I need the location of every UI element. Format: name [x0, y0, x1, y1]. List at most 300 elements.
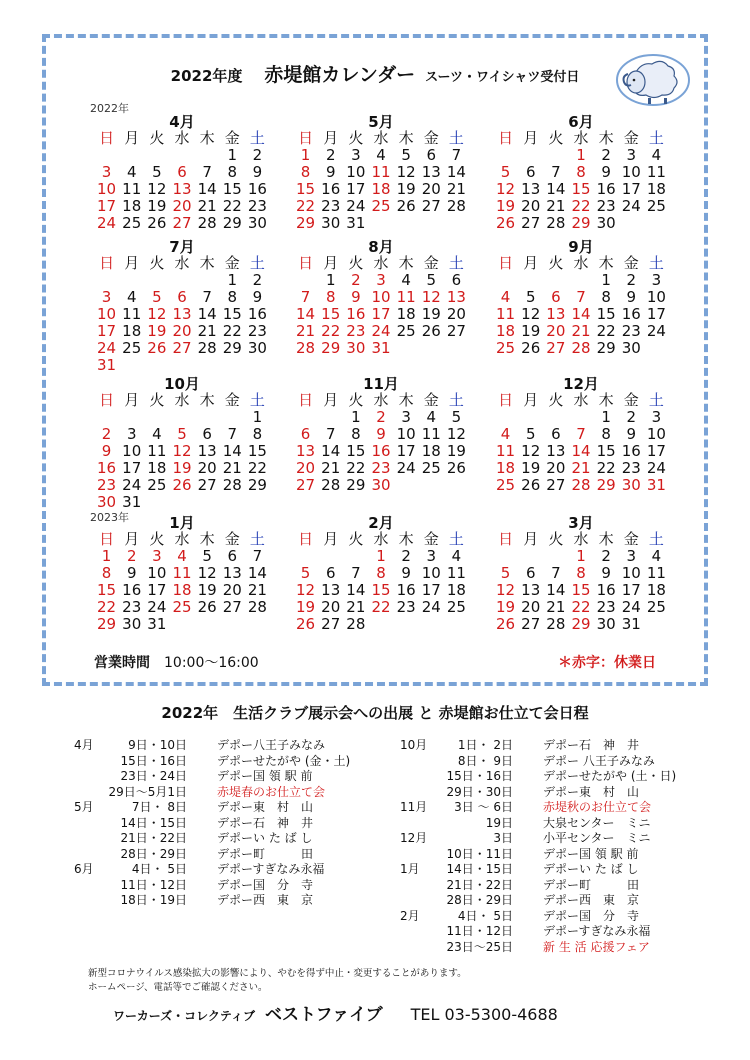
- day-cell: 26: [521, 339, 541, 357]
- day-cell: 7: [351, 564, 361, 582]
- day-cell: 2: [252, 146, 263, 164]
- day-cell: [568, 409, 593, 426]
- weekday-label: 火: [149, 129, 165, 147]
- week-row: [293, 426, 469, 443]
- day-cell: 17: [371, 305, 391, 323]
- day-cell: 23: [596, 197, 616, 215]
- day-cell: 13: [521, 581, 541, 599]
- day-cell: 15: [321, 305, 341, 323]
- weekday-label: 金: [224, 530, 240, 548]
- day-cell: 10: [97, 305, 117, 323]
- page-title: [46, 60, 704, 87]
- day-cell: 11: [122, 180, 142, 198]
- day-cell: [293, 548, 318, 565]
- day-cell: 26: [446, 459, 466, 477]
- schedule-dates: 4日・ 5日: [131, 862, 187, 876]
- day-cell: 18: [122, 197, 142, 215]
- schedule-month: 1月: [400, 862, 420, 876]
- day-cell: 7: [227, 425, 238, 443]
- day-cell: [419, 340, 444, 357]
- day-cell: 14: [296, 305, 316, 323]
- week-row: [94, 409, 270, 426]
- day-cell: 10: [421, 564, 441, 582]
- day-cell: 1: [576, 146, 586, 164]
- day-cell: 27: [546, 476, 566, 494]
- week-row: [493, 548, 669, 565]
- day-cell: 9: [626, 288, 637, 306]
- day-cell: 27: [222, 598, 242, 616]
- schedule-row: [74, 878, 364, 894]
- schedule-month: 12月: [400, 831, 428, 845]
- weekday-header: [94, 392, 270, 409]
- schedule-dates: 7日・ 8日: [131, 800, 187, 814]
- week-row: [94, 565, 270, 582]
- day-cell: 14: [571, 442, 591, 460]
- week-row: [293, 323, 469, 340]
- month-calendar: [94, 239, 270, 374]
- day-cell: [293, 272, 318, 289]
- day-cell: 28: [446, 197, 466, 215]
- day-cell: [444, 215, 469, 232]
- day-cell: 6: [227, 547, 238, 565]
- day-cell: 4: [376, 146, 386, 164]
- weekday-header: [493, 392, 669, 409]
- week-row: [293, 477, 469, 494]
- day-cell: 23: [321, 197, 341, 215]
- day-cell: 1: [576, 547, 586, 565]
- day-cell: 22: [346, 459, 366, 477]
- schedule-row: [400, 754, 690, 770]
- day-cell: 2: [101, 425, 112, 443]
- day-cell: 6: [177, 163, 187, 181]
- day-cell: 23: [97, 476, 117, 494]
- weekday-label: 土: [448, 391, 464, 409]
- schedule-dates: 23日〜25日: [446, 939, 513, 954]
- schedule-row: [400, 862, 690, 878]
- month-name: 2月: [368, 514, 394, 532]
- weekday-label: 日: [298, 129, 314, 147]
- weekday-label: 木: [598, 129, 614, 147]
- schedule-left: [74, 738, 364, 909]
- day-cell: [245, 494, 270, 511]
- weekday-label: 日: [498, 129, 514, 147]
- schedule-venue: 大泉センター ミニ: [543, 815, 651, 830]
- day-cell: [220, 494, 245, 511]
- week-row: [94, 272, 270, 289]
- week-row: [293, 582, 469, 599]
- day-cell: 14: [247, 564, 267, 582]
- weekday-header: [493, 255, 669, 272]
- schedule-dates: 3日 〜 6日: [454, 800, 513, 814]
- day-cell: 19: [396, 180, 416, 198]
- week-row: [493, 409, 669, 426]
- day-cell: 1: [227, 271, 238, 289]
- weekday-label: 火: [348, 530, 364, 548]
- day-cell: 13: [197, 442, 217, 460]
- schedule-dates: 8日・ 9日: [457, 753, 513, 768]
- day-cell: 27: [197, 476, 217, 494]
- day-cell: 26: [421, 322, 441, 340]
- weekday-label: 月: [323, 391, 339, 409]
- weekday-label: 木: [398, 391, 414, 409]
- day-cell: 21: [546, 197, 566, 215]
- day-cell: 30: [122, 615, 142, 633]
- weekday-header: [293, 130, 469, 147]
- schedule-dates: 11日・12日: [120, 877, 187, 892]
- day-cell: 5: [401, 146, 411, 164]
- day-cell: [144, 272, 169, 289]
- weekday-label: 火: [348, 391, 364, 409]
- day-cell: 3: [626, 146, 637, 164]
- schedule-row: [74, 785, 364, 801]
- day-cell: 15: [596, 305, 616, 323]
- day-cell: 8: [376, 564, 386, 582]
- day-cell: 10: [646, 288, 666, 306]
- schedule-row: [74, 831, 364, 847]
- day-cell: [394, 340, 419, 357]
- week-row: [493, 272, 669, 289]
- schedule-venue: デポー町 田: [543, 877, 640, 892]
- schedule-row: [400, 738, 690, 754]
- day-cell: 1: [300, 146, 311, 164]
- day-cell: [419, 215, 444, 232]
- day-cell: 11: [496, 305, 516, 323]
- day-cell: [195, 357, 220, 374]
- day-cell: 25: [646, 598, 666, 616]
- day-cell: 9: [252, 163, 263, 181]
- week-row: [493, 215, 669, 232]
- day-cell: 21: [247, 581, 267, 599]
- weekday-label: 火: [149, 391, 165, 409]
- day-cell: 18: [446, 581, 466, 599]
- day-cell: [144, 147, 169, 164]
- day-cell: 31: [97, 356, 117, 374]
- day-cell: 18: [147, 459, 167, 477]
- day-cell: [144, 409, 169, 426]
- day-cell: [444, 616, 469, 633]
- week-row: [293, 164, 469, 181]
- day-cell: 16: [247, 180, 267, 198]
- day-cell: [195, 409, 220, 426]
- weekday-label: 月: [323, 254, 339, 272]
- day-cell: 20: [421, 180, 441, 198]
- day-cell: 24: [646, 459, 666, 477]
- day-cell: 24: [396, 459, 416, 477]
- schedule-dates: 14日・15日: [120, 815, 187, 830]
- week-row: [94, 289, 270, 306]
- day-cell: 27: [521, 214, 541, 232]
- day-cell: 29: [596, 339, 616, 357]
- month-calendar: [94, 114, 270, 232]
- day-cell: 5: [177, 425, 187, 443]
- day-cell: 25: [646, 197, 666, 215]
- weekday-label: 金: [224, 254, 240, 272]
- day-cell: 21: [546, 598, 566, 616]
- sheep-icon: [614, 52, 692, 108]
- day-cell: 17: [646, 305, 666, 323]
- day-cell: 7: [325, 425, 336, 443]
- day-cell: 8: [576, 564, 586, 582]
- day-cell: 17: [421, 581, 441, 599]
- day-cell: 11: [122, 305, 142, 323]
- day-cell: 20: [296, 459, 316, 477]
- day-cell: 17: [346, 180, 366, 198]
- day-cell: 25: [147, 476, 167, 494]
- schedule-venue: デポー八王子みなみ: [217, 738, 326, 752]
- week-row: [293, 147, 469, 164]
- day-cell: 13: [222, 564, 242, 582]
- day-cell: 30: [247, 339, 267, 357]
- day-cell: 2: [252, 271, 263, 289]
- day-cell: 4: [451, 547, 462, 565]
- day-cell: 20: [521, 197, 541, 215]
- day-cell: 15: [346, 442, 366, 460]
- day-cell: 22: [596, 459, 616, 477]
- day-cell: 30: [371, 476, 391, 494]
- weekday-header: [94, 255, 270, 272]
- weekday-label: 日: [498, 530, 514, 548]
- day-cell: 31: [646, 476, 666, 494]
- day-cell: 17: [97, 322, 117, 340]
- week-row: [493, 306, 669, 323]
- day-cell: 4: [401, 271, 411, 289]
- day-cell: 9: [626, 425, 637, 443]
- weekday-label: 月: [523, 254, 539, 272]
- day-cell: 9: [252, 288, 263, 306]
- day-cell: 8: [300, 163, 311, 181]
- day-cell: [444, 477, 469, 494]
- day-cell: [343, 548, 368, 565]
- day-cell: 27: [321, 615, 341, 633]
- schedule-row: [74, 816, 364, 832]
- weekday-label: 日: [298, 530, 314, 548]
- day-cell: 27: [521, 615, 541, 633]
- week-row: [94, 323, 270, 340]
- weekday-label: 木: [199, 530, 215, 548]
- day-cell: 4: [651, 547, 662, 565]
- day-cell: [518, 548, 543, 565]
- day-cell: 11: [396, 288, 416, 306]
- weekday-label: 月: [523, 391, 539, 409]
- day-cell: 1: [325, 271, 336, 289]
- day-cell: 1: [101, 547, 112, 565]
- day-cell: 25: [496, 476, 516, 494]
- day-cell: [318, 409, 343, 426]
- weekday-header: [293, 531, 469, 548]
- day-cell: 28: [321, 476, 341, 494]
- day-cell: 11: [446, 564, 466, 582]
- week-row: [493, 340, 669, 357]
- schedule-venue: デポー町 田: [217, 846, 314, 861]
- day-cell: 4: [126, 288, 137, 306]
- day-cell: 13: [546, 305, 566, 323]
- weekday-label: 木: [398, 530, 414, 548]
- day-cell: 26: [296, 615, 316, 633]
- day-cell: 6: [551, 288, 561, 306]
- weekday-label: 土: [648, 129, 664, 147]
- schedule-row: [400, 940, 690, 956]
- day-cell: [119, 409, 144, 426]
- week-row: [493, 616, 669, 633]
- day-cell: 19: [521, 459, 541, 477]
- day-cell: 19: [296, 598, 316, 616]
- schedule-venue: デポー西 東 京: [543, 893, 640, 907]
- day-cell: 14: [222, 442, 242, 460]
- day-cell: [119, 272, 144, 289]
- day-cell: 4: [651, 146, 662, 164]
- day-cell: 23: [247, 197, 267, 215]
- week-row: [493, 599, 669, 616]
- day-cell: 26: [396, 197, 416, 215]
- day-cell: 21: [346, 598, 366, 616]
- day-cell: 3: [651, 271, 662, 289]
- day-cell: 27: [546, 339, 566, 357]
- schedule-row: [400, 924, 690, 940]
- day-cell: 20: [546, 322, 566, 340]
- day-cell: 23: [596, 598, 616, 616]
- schedule-dates: 9日・10日: [128, 738, 187, 752]
- day-cell: 21: [197, 197, 217, 215]
- weekday-label: 月: [523, 129, 539, 147]
- schedule-venue: デポー 八王子みなみ: [543, 753, 655, 768]
- schedule-dates: 21日・22日: [120, 831, 187, 845]
- month-name: 7月: [169, 238, 195, 256]
- week-row: [94, 198, 270, 215]
- day-cell: 25: [446, 598, 466, 616]
- weekday-label: 水: [174, 530, 190, 548]
- day-cell: 25: [122, 214, 142, 232]
- day-cell: 8: [227, 163, 238, 181]
- week-row: [293, 565, 469, 582]
- org-label: ワーカーズ・コレクティブ: [113, 1009, 255, 1023]
- day-cell: [119, 357, 144, 374]
- week-row: [94, 443, 270, 460]
- schedule-venue: デポー国 領 駅 前: [217, 769, 313, 783]
- day-cell: 6: [451, 271, 462, 289]
- schedule-venue: デポー石 神 井: [217, 815, 314, 830]
- day-cell: 27: [296, 476, 316, 494]
- day-cell: [493, 409, 518, 426]
- schedule-row: [400, 878, 690, 894]
- day-cell: [419, 477, 444, 494]
- day-cell: 16: [247, 305, 267, 323]
- day-cell: 19: [521, 322, 541, 340]
- day-cell: 18: [646, 581, 666, 599]
- day-cell: 2: [325, 146, 336, 164]
- day-cell: 3: [426, 547, 437, 565]
- day-cell: 22: [296, 197, 316, 215]
- day-cell: 30: [596, 214, 616, 232]
- weekday-label: 月: [323, 129, 339, 147]
- weekday-label: 月: [323, 530, 339, 548]
- week-row: [94, 616, 270, 633]
- day-cell: 28: [571, 476, 591, 494]
- weekday-header: [94, 531, 270, 548]
- day-cell: 18: [172, 581, 192, 599]
- day-cell: 4: [177, 547, 187, 565]
- weekday-label: 水: [573, 391, 589, 409]
- day-cell: [644, 215, 669, 232]
- day-cell: [368, 215, 393, 232]
- month-name: 9月: [568, 238, 594, 256]
- weekday-header: [293, 255, 469, 272]
- day-cell: 30: [346, 339, 366, 357]
- week-row: [293, 181, 469, 198]
- business-hours: [94, 652, 259, 672]
- weekday-header: [293, 392, 469, 409]
- weekday-label: 土: [249, 254, 265, 272]
- day-cell: 24: [371, 322, 391, 340]
- weekday-label: 木: [199, 129, 215, 147]
- day-cell: [644, 340, 669, 357]
- day-cell: 21: [222, 459, 242, 477]
- month-name: 8月: [368, 238, 394, 256]
- day-cell: [169, 147, 194, 164]
- day-cell: 5: [525, 425, 536, 443]
- day-cell: [94, 147, 119, 164]
- day-cell: 7: [202, 163, 212, 181]
- day-cell: [644, 616, 669, 633]
- day-cell: 14: [197, 305, 217, 323]
- day-cell: 10: [346, 163, 366, 181]
- day-cell: 8: [252, 425, 263, 443]
- schedule-row: [74, 738, 364, 754]
- day-cell: 15: [371, 581, 391, 599]
- day-cell: 12: [147, 180, 167, 198]
- week-row: [94, 599, 270, 616]
- day-cell: 7: [551, 163, 561, 181]
- day-cell: 29: [222, 339, 242, 357]
- day-cell: 25: [172, 598, 192, 616]
- day-cell: [394, 215, 419, 232]
- day-cell: 29: [296, 214, 316, 232]
- week-row: [493, 443, 669, 460]
- month-calendar: [493, 239, 669, 357]
- day-cell: 20: [197, 459, 217, 477]
- day-cell: 20: [521, 598, 541, 616]
- schedule-row: [74, 800, 364, 816]
- day-cell: 21: [446, 180, 466, 198]
- day-cell: 17: [621, 180, 641, 198]
- weekday-label: 金: [623, 129, 639, 147]
- day-cell: 15: [222, 305, 242, 323]
- day-cell: 28: [571, 339, 591, 357]
- day-cell: 6: [202, 425, 212, 443]
- schedule-row: [74, 769, 364, 785]
- day-cell: [493, 272, 518, 289]
- day-cell: 15: [596, 442, 616, 460]
- day-cell: [368, 616, 393, 633]
- day-cell: 17: [97, 197, 117, 215]
- day-cell: [444, 340, 469, 357]
- weekday-label: 月: [124, 254, 140, 272]
- holiday-note: ＊赤字：休業日: [558, 655, 656, 671]
- schedule-dates: 29日〜5月1日: [108, 784, 187, 799]
- weekday-label: 金: [623, 391, 639, 409]
- day-cell: 21: [571, 322, 591, 340]
- day-cell: 5: [451, 408, 462, 426]
- day-cell: 31: [346, 214, 366, 232]
- month-calendar: [293, 239, 469, 357]
- day-cell: 4: [152, 425, 162, 443]
- day-cell: 6: [177, 288, 187, 306]
- weekday-label: 水: [373, 391, 389, 409]
- weekday-label: 火: [548, 530, 564, 548]
- day-cell: 9: [376, 425, 386, 443]
- day-cell: 24: [97, 339, 117, 357]
- day-cell: 5: [202, 547, 212, 565]
- day-cell: 6: [525, 163, 536, 181]
